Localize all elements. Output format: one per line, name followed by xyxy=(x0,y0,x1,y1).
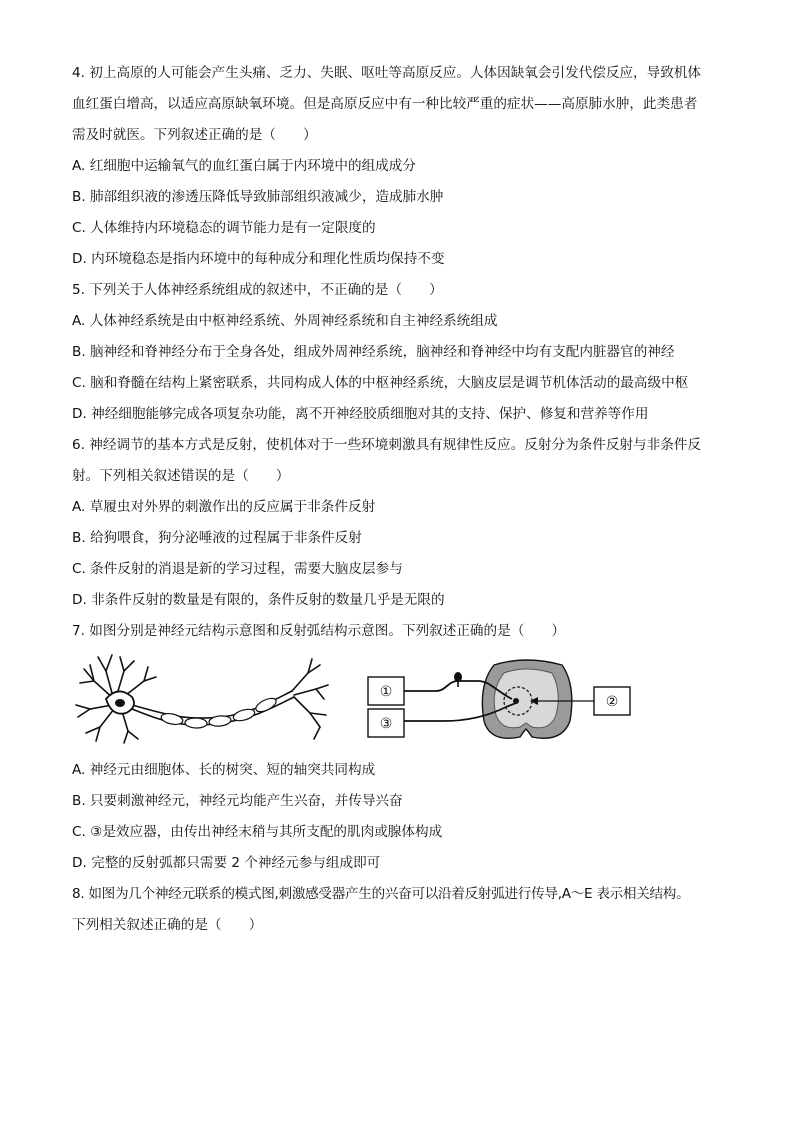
option-d: D. 内环境稳态是指内环境中的每种成分和理化性质均保持不变 xyxy=(72,251,445,267)
stem-line: 下列相关叙述正确的是（ ） xyxy=(72,917,263,933)
question-6 xyxy=(72,430,732,616)
option-b: B. 肺部组织液的渗透压降低导致肺部组织液减少，造成肺水肿 xyxy=(72,189,444,205)
box-1-label: ① xyxy=(379,684,393,700)
option-b: B. 给狗喂食，狗分泌唾液的过程属于非条件反射 xyxy=(72,530,362,546)
box-2-label: ② xyxy=(605,694,619,710)
option-a: A. 草履虫对外界的刺激作出的反应属于非条件反射 xyxy=(72,499,376,515)
question-4 xyxy=(72,58,732,275)
stem-line: 射。下列相关叙述错误的是（ ） xyxy=(72,468,290,484)
neuron-structure-diagram xyxy=(72,651,332,747)
box-3-label: ③ xyxy=(379,716,393,732)
stem-line: 5. 下列关于人体神经系统组成的叙述中，不正确的是（ ） xyxy=(72,282,443,298)
question-5 xyxy=(72,275,732,430)
option-a: A. 红细胞中运输氧气的血红蛋白属于内环境中的组成成分 xyxy=(72,158,416,174)
option-c: C. 条件反射的消退是新的学习过程，需要大脑皮层参与 xyxy=(72,561,403,577)
question-7 xyxy=(72,616,732,879)
question-4-stem xyxy=(72,58,732,151)
question-6-stem xyxy=(72,430,732,492)
reflex-arc-diagram xyxy=(366,651,636,747)
stem-line: 8. 如图为几个神经元联系的模式图,刺激感受器产生的兴奋可以沿着反射弧进行传导,A～E 表示相关结构。 xyxy=(72,886,690,902)
stem-line: 需及时就医。下列叙述正确的是（ ） xyxy=(72,127,317,143)
option-c: C. 人体维持内环境稳态的调节能力是有一定限度的 xyxy=(72,220,376,236)
question-5-stem xyxy=(72,275,732,306)
exam-page xyxy=(72,58,732,941)
option-d: D. 完整的反射弧都只需要 2 个神经元参与组成即可 xyxy=(72,855,381,871)
option-b: B. 脑神经和脊神经分布于全身各处，组成外周神经系统，脑神经和脊神经中均有支配内脏器官的神经 xyxy=(72,344,675,360)
stem-line: 6. 神经调节的基本方式是反射，使机体对于一些环境刺激具有规律性反应。反射分为条件反射与非条件反 xyxy=(72,437,702,453)
question-7-figures xyxy=(72,651,732,747)
option-c: C. ③是效应器，由传出神经末稍与其所支配的肌肉或腺体构成 xyxy=(72,824,443,840)
question-7-stem xyxy=(72,616,732,647)
option-b: B. 只要刺激神经元，神经元均能产生兴奋，并传导兴奋 xyxy=(72,793,403,809)
option-d: D. 非条件反射的数量是有限的，条件反射的数量几乎是无限的 xyxy=(72,592,445,608)
question-8-stem xyxy=(72,879,732,941)
stem-line: 4. 初上高原的人可能会产生头痛、乏力、失眠、呕吐等高原反应。人体因缺氧会引发代偿反应，导致机体 xyxy=(72,65,702,81)
stem-line: 7. 如图分别是神经元结构示意图和反射弧结构示意图。下列叙述正确的是（ ） xyxy=(72,623,566,639)
option-a: A. 神经元由细胞体、长的树突、短的轴突共同构成 xyxy=(72,762,376,778)
option-a: A. 人体神经系统是由中枢神经系统、外周神经系统和自主神经系统组成 xyxy=(72,313,498,329)
option-c: C. 脑和脊髓在结构上紧密联系，共同构成人体的中枢神经系统，大脑皮层是调节机体活动的最高级中枢 xyxy=(72,375,689,391)
stem-line: 血红蛋白增高，以适应高原缺氧环境。但是高原反应中有一种比较严重的症状——高原肺水肿，此类患者 xyxy=(72,96,698,112)
question-8 xyxy=(72,879,732,941)
option-d: D. 神经细胞能够完成各项复杂功能，离不开神经胶质细胞对其的支持、保护、修复和营养等作用 xyxy=(72,406,649,422)
